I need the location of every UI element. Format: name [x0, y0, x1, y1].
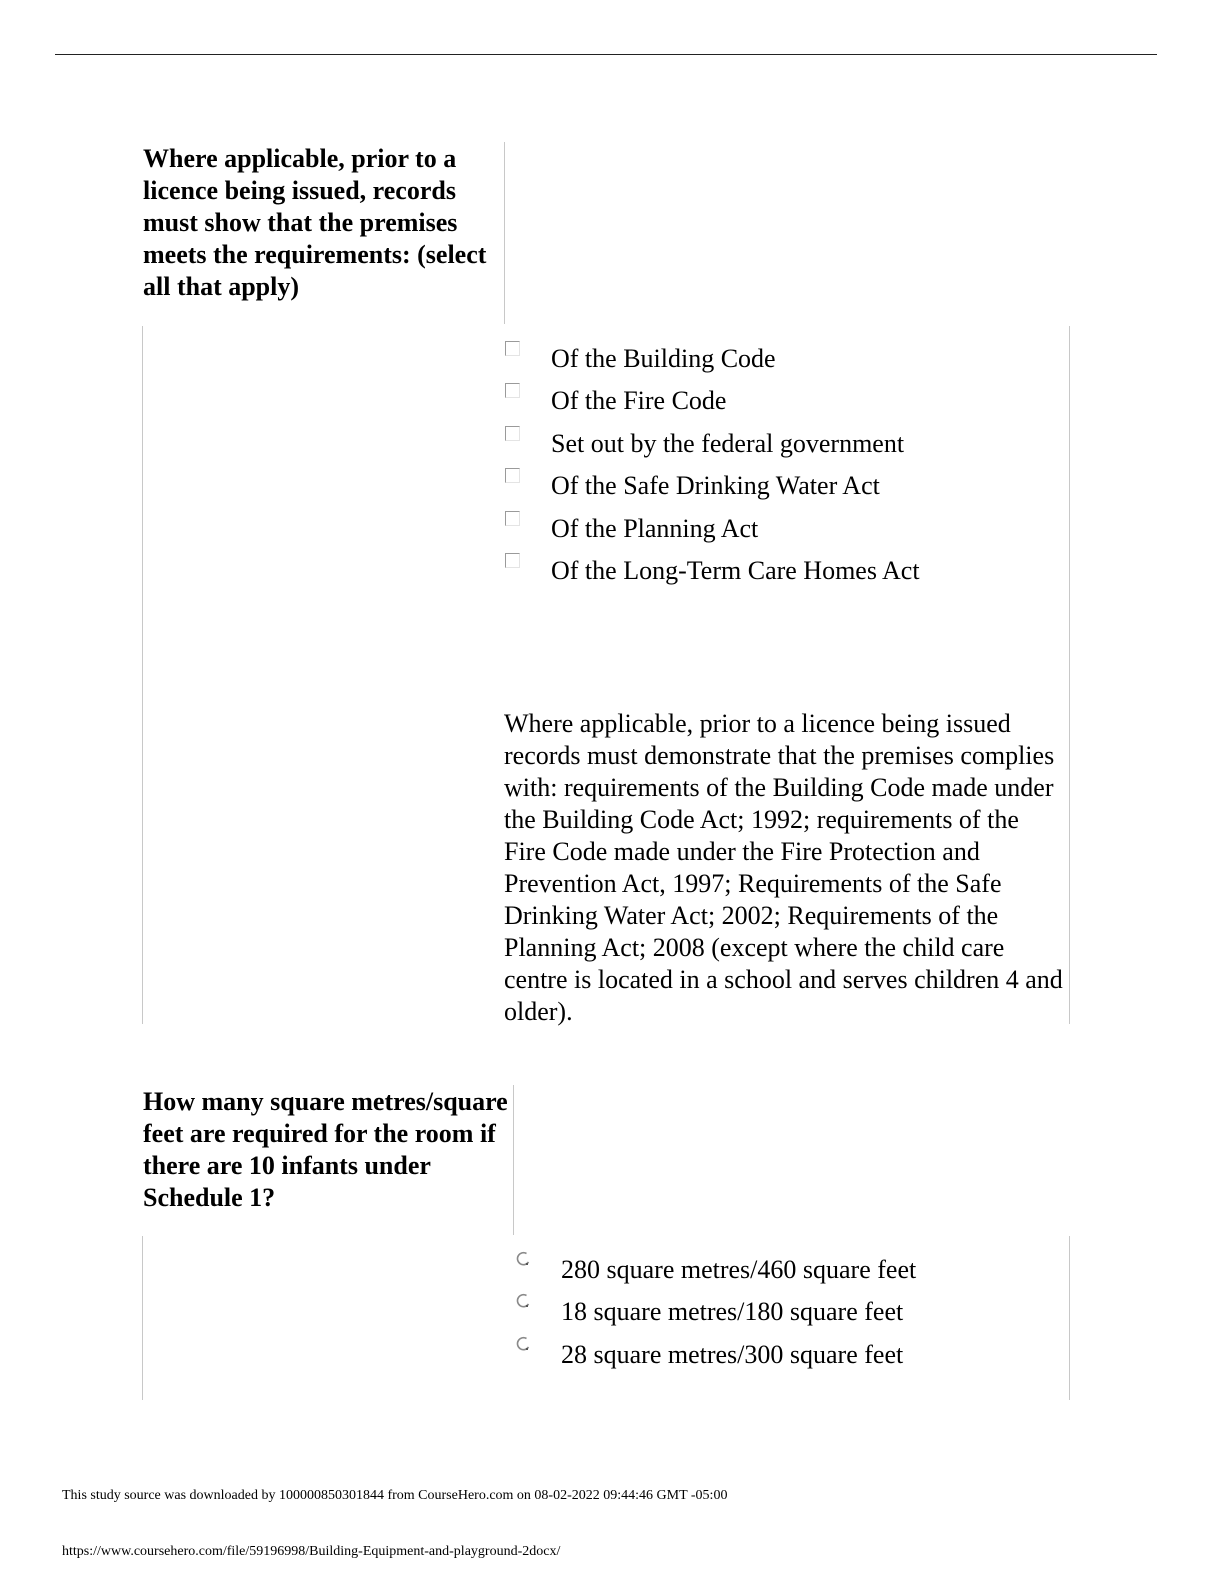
- option-label: Of the Long-Term Care Homes Act: [551, 555, 920, 585]
- radio-button-icon[interactable]: [515, 1336, 531, 1352]
- download-notice: This study source was downloaded by 100000850301844 from CourseHero.com on 08-02-2022 09:44:46 GMT -05:00: [62, 1488, 728, 1503]
- question-1-divider: [504, 142, 505, 324]
- option-label: Of the Fire Code: [551, 386, 727, 416]
- option-label: 280 square metres/460 square feet: [561, 1255, 917, 1284]
- top-rule: [55, 54, 1157, 55]
- question-2-text: How many square metres/square feet are required for the room if there are 10 infants under Schedule 1?: [143, 1087, 508, 1212]
- option-label: Of the Building Code: [551, 344, 776, 373]
- question-1-feedback: Where applicable, prior to a licence being issued records must demonstrate that the premises complies with: requirements of the Building Code made under the Building Code Act; 1992; requirements of the Fire Code made under the Fire Protection and Prevention Act, 1997; Requirements of the Safe Drinking Water Act; 2002; Requirements of the Planning Act; 2008 (except where the child care centre is located in a school and serves children 4 and older).: [504, 709, 1063, 1026]
- source-url[interactable]: https://www.coursehero.com/file/59196998/Building-Equipment-and-playground-2docx/: [62, 1544, 561, 1559]
- radio-button-icon[interactable]: [515, 1293, 531, 1309]
- checkbox-icon[interactable]: [505, 383, 520, 398]
- answer-1-right-border: [1069, 326, 1070, 1024]
- checkbox-icon[interactable]: [505, 426, 520, 441]
- option-label: 18 square metres/180 square feet: [561, 1297, 904, 1327]
- answer-1-left-border: [142, 326, 143, 1024]
- question-1-text: Where applicable, prior to a licence being issued, records must show that the premises meets the requirements: (select all that apply): [143, 144, 487, 301]
- radio-button-icon[interactable]: [515, 1251, 531, 1267]
- option-label: 28 square metres/300 square feet: [561, 1339, 904, 1369]
- checkbox-icon[interactable]: [505, 341, 520, 356]
- option-label: Of the Planning Act: [551, 513, 759, 543]
- checkbox-icon[interactable]: [505, 468, 520, 483]
- checkbox-icon[interactable]: [505, 511, 520, 526]
- answer-2-right-border: [1069, 1236, 1070, 1400]
- answer-2-left-border: [142, 1236, 143, 1400]
- question-2-divider: [513, 1085, 514, 1235]
- option-label: Of the Safe Drinking Water Act: [551, 471, 880, 501]
- option-label: Set out by the federal government: [551, 428, 905, 458]
- checkbox-icon[interactable]: [505, 553, 520, 568]
